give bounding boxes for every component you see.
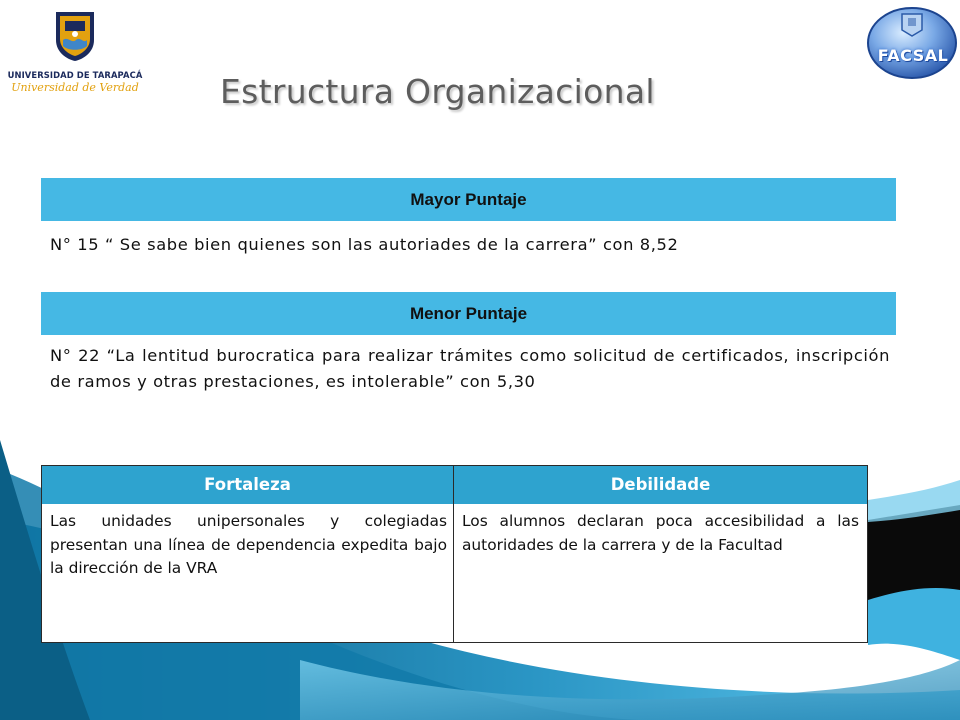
university-shield-icon: [54, 10, 96, 62]
mayor-puntaje-header: Mayor Puntaje: [41, 178, 896, 221]
fortaleza-cell: Las unidades unipersonales y colegiadas presentan una línea de dependencia expedita bajo la dirección de la VRA: [50, 512, 447, 577]
menor-puntaje-header: Menor Puntaje: [41, 292, 896, 335]
mayor-puntaje-text: N° 15 “ Se sabe bien quienes son las autoriades de la carrera” con 8,52: [50, 235, 679, 254]
menor-puntaje-text: N° 22 “La lentitud burocratica para realizar trámites como solicitud de certificados, inscripción de ramos y otras prestaciones, es intolerable” con 5,30: [50, 346, 890, 391]
page-title: Estructura Organizacional: [220, 72, 655, 111]
facsal-label: FACSAL: [877, 46, 949, 65]
column-header-fortaleza: Fortaleza: [204, 475, 291, 494]
debilidade-cell: Los alumnos declaran poca accesibilidad a las autoridades de la carrera y de la Facultad: [462, 512, 859, 554]
comparison-table: [41, 465, 868, 643]
facsal-globe-icon: [866, 6, 958, 80]
column-divider: [453, 466, 454, 642]
university-name: UNIVERSIDAD DE TARAPACÁ: [7, 70, 143, 80]
comparison-table-header: [42, 466, 867, 504]
university-motto: Universidad de Verdad: [11, 81, 139, 94]
column-header-debilidade: Debilidade: [610, 475, 711, 494]
university-logo: [4, 2, 146, 102]
facsal-logo: [866, 6, 958, 80]
